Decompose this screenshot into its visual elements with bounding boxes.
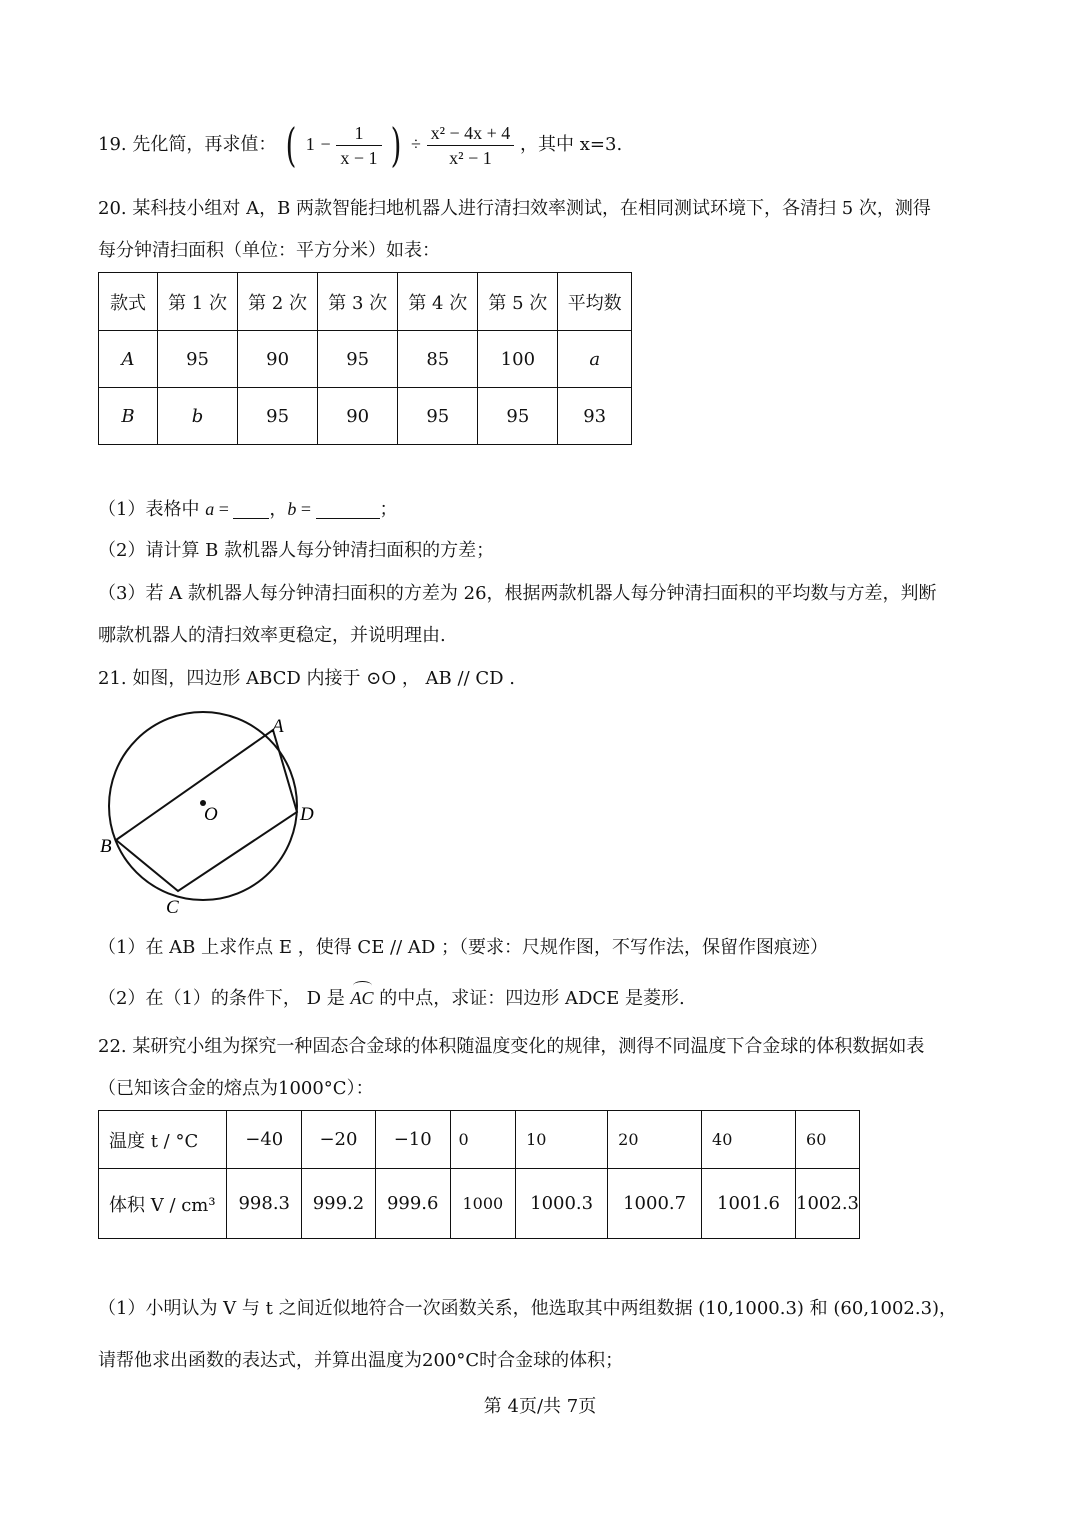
equals: = (214, 499, 234, 519)
q20-cell: 85 (398, 331, 478, 388)
semicolon: ； (379, 499, 398, 520)
q22-line-2: （已知该合金的熔点为1000°C）： (98, 1078, 374, 1099)
equals: = (296, 499, 316, 519)
q20-header-cell: 第 1 次 (158, 273, 238, 331)
q22-cell: −40 (227, 1111, 302, 1169)
q21-sub1: （1）在 AB 上求作点 E ，使得 CE // AD ；（要求：尺规作图，不写作法，保留作图痕迹） (98, 937, 829, 958)
q22-cell: 1000 (450, 1169, 516, 1239)
label-b: B (100, 836, 112, 857)
q22-cell: 999.2 (302, 1169, 376, 1239)
q22-sub1-line-1: （1）小明认为 V 与 t 之间近似地符合一次函数关系，他选取其中两组数据 (10,1000.3) 和 (60,1002.3)， (98, 1298, 958, 1319)
label-d: D (300, 804, 314, 825)
q19-fraction-2 (427, 121, 515, 170)
q20-header-cell: 第 5 次 (478, 273, 558, 331)
q20-sub1 (98, 496, 398, 523)
var-a: a (205, 499, 215, 519)
q22-line-1: 22. 某研究小组为探究一种固态合金球的体积随温度变化的规律，测得不同温度下合金球的体积数据如表 (98, 1036, 925, 1057)
q19-suffix: ，其中 x=3. (520, 134, 623, 155)
q20-table-row (99, 331, 632, 388)
q19-fraction-1 (336, 121, 381, 170)
q21-sub2-text: （2）在（1）的条件下， D 是 (98, 988, 351, 1009)
q20-cell: 90 (238, 331, 318, 388)
q21-line-1: 21. 如图，四边形 ABCD 内接于 ⊙O ， AB // CD . (98, 668, 516, 689)
q22-cell: 1000.7 (608, 1169, 702, 1239)
q22-cell: −10 (375, 1111, 450, 1169)
q20-cell: 95 (238, 388, 318, 445)
q22-cell: 1002.3 (796, 1169, 860, 1239)
q20-table (98, 272, 632, 445)
left-paren: ( (285, 118, 297, 172)
q22-row-volume (99, 1169, 860, 1239)
q20-cell: 95 (478, 388, 558, 445)
q20-cell: A (99, 331, 158, 388)
q20-cell: b (158, 388, 238, 445)
q20-line-1: 20. 某科技小组对 A，B 两款智能扫地机器人进行清扫效率测试，在相同测试环境下，各清扫 5 次，测得 (98, 198, 931, 219)
q22-cell: 1000.3 (516, 1169, 608, 1239)
q19-frac2-num: x² − 4x + 4 (427, 121, 515, 146)
answer-blank-a[interactable] (233, 500, 269, 519)
q22-cell: 998.3 (227, 1169, 302, 1239)
q20-header-cell: 第 2 次 (238, 273, 318, 331)
q19-one: 1 (305, 134, 315, 154)
answer-blank-b[interactable] (316, 500, 380, 519)
q20-cell: a (558, 331, 632, 388)
q22-cell: 1001.6 (702, 1169, 796, 1239)
label-a: A (272, 716, 284, 737)
q20-cell: 95 (398, 388, 478, 445)
q19-minus: − (320, 134, 331, 154)
q22-cell: 20 (608, 1111, 702, 1169)
q22-cell: 999.6 (375, 1169, 450, 1239)
q22-cell: −20 (302, 1111, 376, 1169)
page-footer: 第 4页/共 7页 (483, 1396, 597, 1417)
right-paren: ) (390, 118, 402, 172)
q20-header-cell: 第 4 次 (398, 273, 478, 331)
arc-ac: AC (351, 985, 374, 1011)
q20-sub3-line-1: （3）若 A 款机器人每分钟清扫面积的方差为 26，根据两款机器人每分钟清扫面积的平均数与方差，判断 (98, 583, 937, 604)
q22-cell: 0 (450, 1111, 516, 1169)
q20-line-2: 每分钟清扫面积（单位：平方分米）如表： (98, 240, 440, 261)
q19-line (98, 116, 622, 173)
q22-sub1-line-2: 请帮他求出函数的表达式，并算出温度为200°C时合金球的体积； (98, 1350, 624, 1371)
q20-cell: 100 (478, 331, 558, 388)
q20-sub1-text: （1）表格中 (98, 499, 206, 520)
q20-header-cell: 平均数 (558, 273, 632, 331)
q21-sub2 (98, 985, 685, 1012)
q22-row-temperature (99, 1111, 860, 1169)
q22-row-label: 温度 t / °C (99, 1111, 227, 1169)
q20-header-cell: 款式 (99, 273, 158, 331)
q20-table-row (99, 388, 632, 445)
q22-cell: 60 (796, 1111, 860, 1169)
q22-table (98, 1110, 860, 1239)
q20-cell: 90 (318, 388, 398, 445)
var-b: b (287, 499, 297, 519)
q20-table-header-row (99, 273, 632, 331)
q19-frac1-den: x − 1 (340, 147, 378, 168)
q19-frac2-den: x² − 1 (449, 147, 492, 168)
circle-figure (96, 708, 336, 918)
q19-frac1-num: 1 (336, 121, 381, 146)
q20-cell: 95 (318, 331, 398, 388)
q19-divide: ÷ (410, 134, 421, 154)
q19-prefix: 19. 先化简，再求值： (98, 134, 277, 155)
q20-sub2: （2）请计算 B 款机器人每分钟清扫面积的方差； (98, 540, 495, 561)
q20-cell: 95 (158, 331, 238, 388)
comma: ， (269, 499, 288, 520)
q20-cell: 93 (558, 388, 632, 445)
q20-header-cell: 第 3 次 (318, 273, 398, 331)
label-c: C (166, 897, 179, 918)
q22-row-label: 体积 V / cm³ (99, 1169, 227, 1239)
q22-cell: 10 (516, 1111, 608, 1169)
q20-cell: B (99, 388, 158, 445)
q22-cell: 40 (702, 1111, 796, 1169)
label-o: O (204, 804, 218, 825)
q20-sub3-line-2: 哪款机器人的清扫效率更稳定，并说明理由. (98, 625, 446, 646)
q21-sub2-text-end: 的中点，求证：四边形 ADCE 是菱形. (373, 988, 685, 1009)
